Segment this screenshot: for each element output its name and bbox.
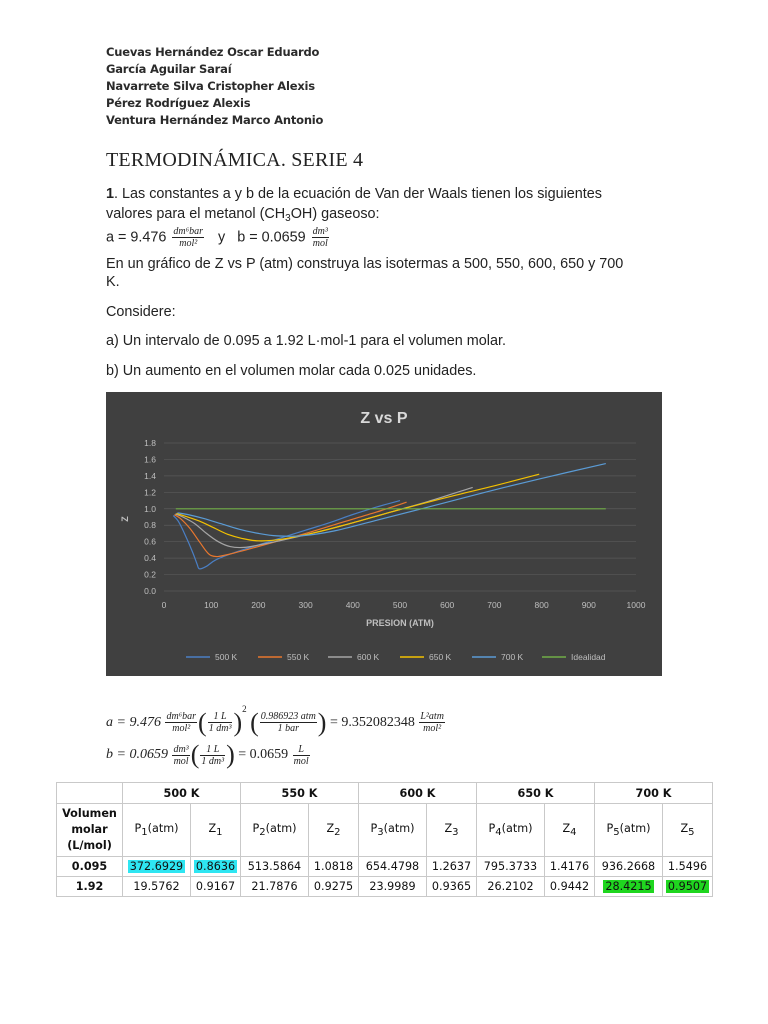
y-tick-label: 1.8 xyxy=(144,438,156,448)
legend-label: 650 K xyxy=(429,652,452,662)
header-text: (atm) xyxy=(383,822,415,835)
fraction-denominator: 1 bar xyxy=(277,723,299,735)
problem-text: OH) gaseoso: xyxy=(290,206,380,222)
table-cell xyxy=(595,877,663,897)
table-cell xyxy=(663,877,713,897)
y-tick-label: 0.8 xyxy=(144,520,156,531)
table-header-temps xyxy=(57,783,713,804)
subscript: 1 xyxy=(141,827,148,838)
x-tick-label: 0 xyxy=(161,600,167,610)
header-text: P xyxy=(370,822,378,835)
z-vs-p-chart xyxy=(106,392,662,676)
author-name: Cuevas Hernández Oscar Eduardo xyxy=(106,45,320,59)
z-header xyxy=(663,804,713,857)
authors-block xyxy=(106,44,323,129)
highlighted-value: 0.9507 xyxy=(667,880,708,893)
volume-header-line: molar xyxy=(71,823,108,836)
constants-line xyxy=(106,226,331,249)
legend-label: 600 K xyxy=(357,652,380,662)
table-cell: 0.9167 xyxy=(191,877,241,897)
volume-cell: 1.92 xyxy=(57,877,123,897)
subscript: 3 xyxy=(452,827,459,838)
equation-result: = 0.0659 xyxy=(238,747,289,763)
equation-fraction xyxy=(260,711,317,734)
table-cell: 19.5762 xyxy=(123,877,191,897)
fraction-denominator: 1 dm³ xyxy=(208,723,232,735)
equation-fraction xyxy=(293,744,310,767)
y-tick-label: 0.4 xyxy=(144,553,156,564)
y-tick-label: 0.2 xyxy=(144,569,156,580)
consider-label: Considere: xyxy=(106,304,176,320)
table-cell: 23.9989 xyxy=(359,877,427,897)
equation-fraction xyxy=(172,744,189,767)
x-tick-label: 600 xyxy=(440,600,455,610)
temp-header: 600 K xyxy=(359,783,477,804)
fraction-denominator: mol² xyxy=(179,238,198,249)
x-tick-label: 900 xyxy=(581,600,596,610)
volume-cell: 0.095 xyxy=(57,857,123,877)
y-tick-label: 0.6 xyxy=(144,536,156,547)
table-cell: 21.7876 xyxy=(241,877,309,897)
volume-header xyxy=(57,804,123,857)
header-text: Z xyxy=(444,822,453,835)
fraction-numerator: 0.986923 atm xyxy=(260,711,316,723)
y-axis-label: Z xyxy=(120,516,130,522)
y-tick-label: 1.4 xyxy=(144,470,156,481)
highlighted-value: 0.8636 xyxy=(195,860,236,873)
subscript: 5 xyxy=(613,827,620,838)
fraction-numerator: dm⁶bar xyxy=(173,226,204,237)
consider-item-b: b) Un aumento en el volumen molar cada 0.025 unidades. xyxy=(106,363,477,379)
x-tick-label: 500 xyxy=(392,600,408,610)
header-text: P xyxy=(606,822,614,835)
author-name: Ventura Hernández Marco Antonio xyxy=(106,113,324,127)
author-name: Navarrete Silva Cristopher Alexis xyxy=(106,79,315,93)
header-text: P xyxy=(134,822,142,835)
equation-fraction xyxy=(200,744,225,767)
header-text: Z xyxy=(326,822,335,835)
header-text: (atm) xyxy=(147,822,179,835)
fraction-denominator: mol² xyxy=(423,723,442,735)
pressure-header xyxy=(477,804,545,857)
problem-line-5: K. xyxy=(106,274,120,290)
y-tick-label: 1.6 xyxy=(144,454,156,465)
x-axis-label: PRESION (ATM) xyxy=(366,618,434,628)
equation-result: = 9.352082348 xyxy=(329,715,415,730)
subscript: 4 xyxy=(570,827,577,838)
chart-title: Z vs P xyxy=(360,410,408,427)
subscript: 3 xyxy=(285,213,291,224)
table-cell: 654.4798 xyxy=(359,857,427,877)
subscript: 2 xyxy=(259,827,266,838)
subscript: 5 xyxy=(688,827,695,838)
separator-text: y xyxy=(218,229,226,246)
fraction-numerator: 1 L xyxy=(200,744,225,756)
legend-label: 500 K xyxy=(215,652,238,662)
y-tick-label: 1.0 xyxy=(144,503,156,514)
consider-item-a: a) Un intervalo de 0.095 a 1.92 L·mol-1 para el volumen molar. xyxy=(106,333,506,349)
volume-header-line: Volumen xyxy=(62,807,117,820)
equation-fraction xyxy=(165,711,197,734)
fraction-denominator: mol xyxy=(173,755,189,767)
exponent: 2 xyxy=(242,704,247,714)
subscript: 3 xyxy=(377,827,384,838)
equation-fraction xyxy=(419,711,445,734)
fraction-numerator: dm³ xyxy=(173,743,189,755)
table-cell: 1.4176 xyxy=(545,857,595,877)
legend-label: 700 K xyxy=(501,652,524,662)
x-tick-label: 300 xyxy=(298,600,313,610)
header-text: (atm) xyxy=(501,822,533,835)
equation-fraction xyxy=(208,711,233,734)
z-header xyxy=(427,804,477,857)
pressure-header xyxy=(123,804,191,857)
table-cell: 0.9275 xyxy=(309,877,359,897)
subscript: 2 xyxy=(334,827,341,838)
table-cell: 513.5864 xyxy=(241,857,309,877)
temp-header: 700 K xyxy=(595,783,713,804)
x-tick-label: 400 xyxy=(345,600,360,610)
x-tick-label: 100 xyxy=(204,600,219,610)
fraction-numerator: dm³ xyxy=(312,226,328,237)
x-tick-label: 700 xyxy=(487,600,502,610)
y-tick-label: 1.2 xyxy=(144,487,156,498)
fraction-denominator: mol xyxy=(293,755,309,767)
results-table xyxy=(56,782,713,897)
subscript: 4 xyxy=(495,827,502,838)
legend-label: 550 K xyxy=(287,652,310,662)
problem-line-4: En un gráfico de Z vs P (atm) construya las isotermas a 500, 550, 600, 650 y 700 xyxy=(106,256,624,272)
fraction-denominator: 1 dm³ xyxy=(201,755,225,767)
problem-number: 1 xyxy=(106,186,115,202)
document-title: TERMODINÁMICA. SERIE 4 xyxy=(106,149,364,171)
a-constant-label: a = 9.476 xyxy=(106,229,167,246)
z-header xyxy=(191,804,241,857)
pressure-header xyxy=(241,804,309,857)
legend-label: Idealidad xyxy=(571,652,606,662)
problem-line-2 xyxy=(106,205,380,228)
equation-b: b = 0.0659 $\frac{\text{dm³}}{\text{mol}}$ ( $\frac{1 L}{\text{1 dm³}}$ ) = 0.0659 $\frac{L}{\text{mol}}$ xyxy=(106,740,309,769)
fraction-numerator: 1 L xyxy=(208,711,233,723)
header-text: Z xyxy=(680,822,689,835)
table-cell: 26.2102 xyxy=(477,877,545,897)
volume-header-line: (L/mol) xyxy=(67,839,112,852)
a-units-fraction xyxy=(172,226,204,249)
b-constant-label: b = 0.0659 xyxy=(237,229,306,246)
pressure-header xyxy=(595,804,663,857)
equation-lhs: b = 0.0659 xyxy=(106,747,168,763)
table-cell: 1.5496 xyxy=(663,857,713,877)
pressure-header xyxy=(359,804,427,857)
table-cell: 936.2668 xyxy=(595,857,663,877)
chart-background xyxy=(106,392,662,676)
x-tick-label: 1000 xyxy=(626,600,646,610)
fraction-numerator: dm⁶bar xyxy=(166,711,197,723)
table-cell: 1.2637 xyxy=(427,857,477,877)
fraction-denominator: mol xyxy=(312,238,328,249)
equation-a: a = 9.476 $\frac{\text{dm⁶bar}}{\text{mol²}}$ ( $\frac{1 L}{\text{1 dm³}}$ )$^2$ ( $\frac{\text{0.986923 atm}}{\text{1 bar}}$ ) = 9.352082348 $\frac{\text{L²atm}}{\text{mol²}}$ xyxy=(106,704,444,737)
problem-line-1 xyxy=(106,185,602,203)
table-cell: 1.0818 xyxy=(309,857,359,877)
b-units-fraction xyxy=(312,226,329,249)
table-cell: 0.9442 xyxy=(545,877,595,897)
z-header xyxy=(309,804,359,857)
header-text: P xyxy=(488,822,496,835)
problem-text: . Las constantes a y b de la ecuación de Van der Waals tienen los siguientes xyxy=(114,186,602,202)
table-row xyxy=(57,857,713,877)
subscript: 1 xyxy=(216,827,223,838)
table-row xyxy=(57,877,713,897)
table-header-columns xyxy=(57,804,713,857)
table-cell xyxy=(191,857,241,877)
header-text: P xyxy=(252,822,260,835)
fraction-numerator: L²atm xyxy=(420,711,444,723)
temp-header: 500 K xyxy=(123,783,241,804)
z-header xyxy=(545,804,595,857)
author-name: García Aguilar Saraí xyxy=(106,62,232,76)
fraction-denominator: mol² xyxy=(172,723,191,735)
highlighted-value: 28.4215 xyxy=(605,880,652,893)
fraction-numerator: L xyxy=(293,744,310,756)
header-text: Z xyxy=(562,822,571,835)
x-tick-label: 200 xyxy=(251,600,266,610)
table-cell: 795.3733 xyxy=(477,857,545,877)
equation-lhs: a = 9.476 xyxy=(106,715,161,730)
highlighted-value: 372.6929 xyxy=(129,860,184,873)
problem-text: valores para el metanol (CH xyxy=(106,206,286,222)
header-text: Z xyxy=(208,822,217,835)
author-name: Pérez Rodríguez Alexis xyxy=(106,96,251,110)
table-cell xyxy=(123,857,191,877)
y-tick-label: 0.0 xyxy=(144,586,156,596)
header-text: (atm) xyxy=(265,822,297,835)
header-text: (atm) xyxy=(619,822,651,835)
x-tick-label: 800 xyxy=(534,600,549,610)
temp-header: 650 K xyxy=(477,783,595,804)
temp-header: 550 K xyxy=(241,783,359,804)
table-header-cell xyxy=(57,783,123,804)
table-cell: 0.9365 xyxy=(427,877,477,897)
